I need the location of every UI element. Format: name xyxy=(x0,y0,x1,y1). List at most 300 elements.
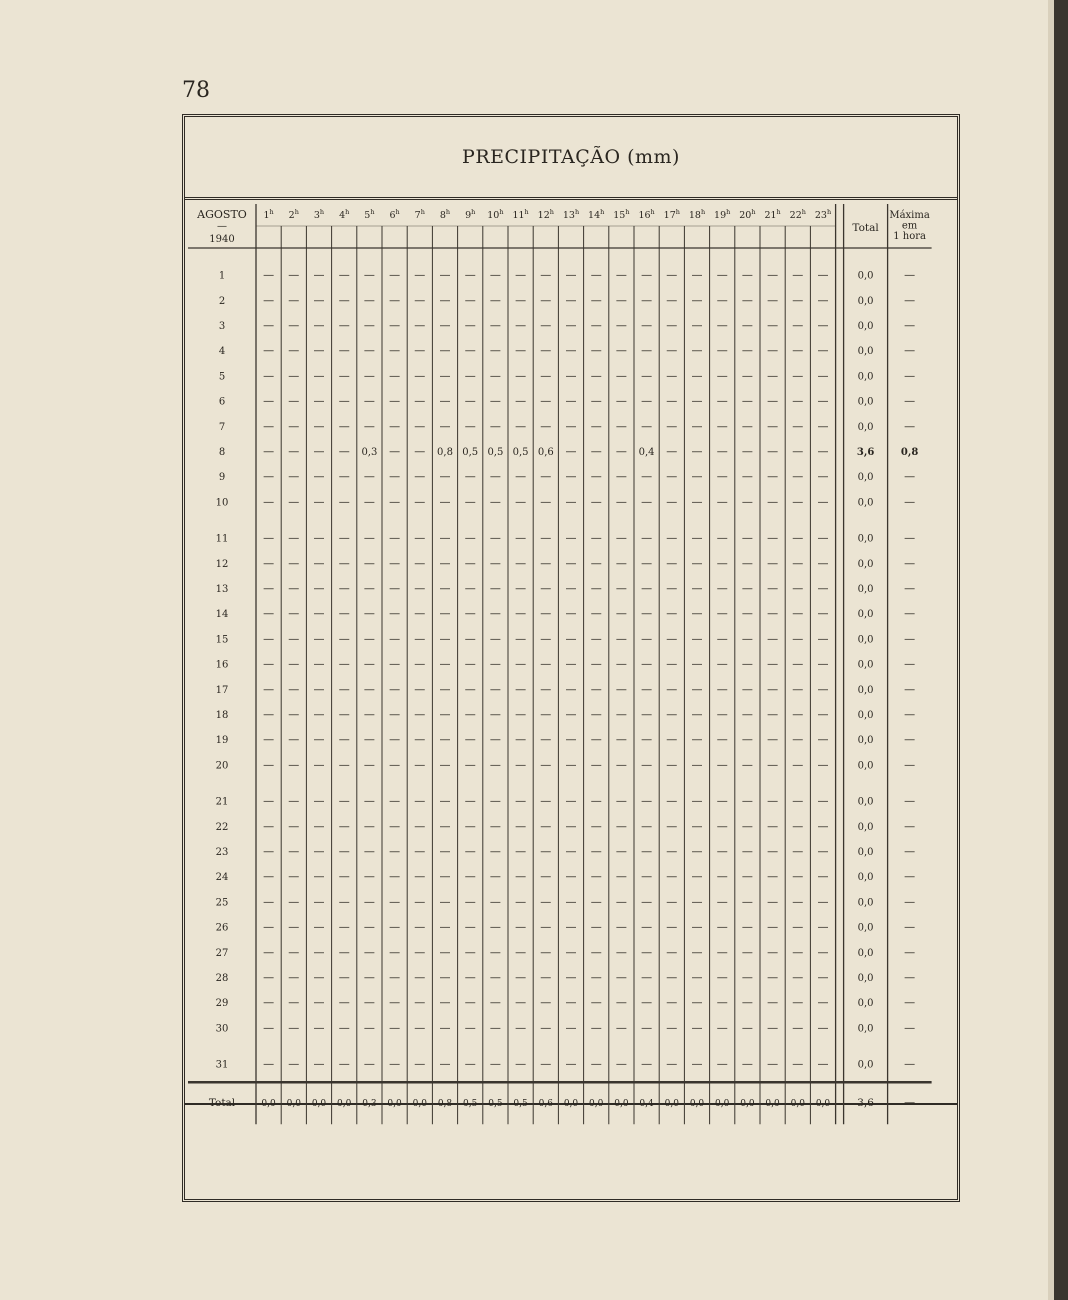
cell-day31-h20: — xyxy=(741,1057,753,1071)
cell-day30-h22: — xyxy=(792,1021,804,1035)
cell-day18-h21: — xyxy=(767,708,779,721)
hour-header-7: 7$^h$ xyxy=(414,208,425,221)
title-divider xyxy=(185,197,957,200)
day-total-24: 0,0 xyxy=(857,872,874,884)
cell-day23-h12: — xyxy=(540,845,552,858)
cell-day3-h1: — xyxy=(263,319,275,332)
cell-day2-h23: — xyxy=(817,293,829,307)
cell-day23-h18: — xyxy=(691,845,703,858)
cell-day1-h7: — xyxy=(414,268,426,282)
cell-day9-h8: — xyxy=(439,470,451,484)
cell-day29-h16: — xyxy=(641,996,653,1010)
cell-day30-h6: — xyxy=(389,1021,401,1035)
cell-day21-h22: — xyxy=(792,794,804,808)
cell-day16-h17: — xyxy=(666,657,678,671)
cell-day23-h16: — xyxy=(641,845,653,858)
cell-day19-h18: — xyxy=(691,733,703,747)
day-label-22: 22 xyxy=(215,821,229,833)
cell-day31-h7: — xyxy=(414,1057,426,1071)
cell-day22-h3: — xyxy=(313,819,325,833)
cell-day12-h1: — xyxy=(263,556,275,570)
cell-day6-h20: — xyxy=(741,394,753,408)
cell-day31-h22: — xyxy=(792,1057,804,1071)
cell-day8-h1: — xyxy=(263,445,275,458)
cell-day20-h14: — xyxy=(590,758,602,772)
cell-day17-h9: — xyxy=(464,682,476,696)
cell-day24-h23: — xyxy=(817,870,829,884)
cell-day24-h9: — xyxy=(464,870,476,884)
cell-day4-h16: — xyxy=(641,344,653,358)
cell-day26-h11: — xyxy=(515,920,527,934)
cell-day19-h21: — xyxy=(767,733,779,747)
cell-day3-h15: — xyxy=(615,319,627,332)
hour-header-5: 5$^h$ xyxy=(364,208,375,221)
cell-day29-h19: — xyxy=(716,996,728,1010)
cell-day2-h8: — xyxy=(439,293,451,307)
cell-day20-h2: — xyxy=(288,758,300,772)
day-max-5: — xyxy=(904,369,916,383)
cell-day13-h5: — xyxy=(363,582,375,595)
cell-day7-h2: — xyxy=(288,419,300,433)
cell-day12-h11: — xyxy=(515,556,527,570)
cell-day15-h9: — xyxy=(464,632,476,646)
total-row-h10: 0,5 xyxy=(488,1099,503,1110)
total-row-h7: 0,0 xyxy=(412,1099,427,1110)
cell-day22-h14: — xyxy=(590,819,602,833)
cell-day6-h19: — xyxy=(716,394,728,408)
cell-day18-h12: — xyxy=(540,708,552,721)
cell-day21-h3: — xyxy=(313,794,325,808)
cell-day26-h17: — xyxy=(666,920,678,934)
cell-day17-h6: — xyxy=(389,682,401,696)
cell-day11-h1: — xyxy=(263,531,275,545)
cell-day19-h23: — xyxy=(817,733,829,747)
day-total-4: 0,0 xyxy=(857,346,874,358)
cell-day2-h12: — xyxy=(540,293,552,307)
hour-header-18: 18$^h$ xyxy=(688,208,706,221)
cell-day31-h10: — xyxy=(489,1057,501,1071)
cell-day29-h18: — xyxy=(691,996,703,1010)
cell-day8-h2: — xyxy=(288,445,300,458)
cell-day11-h18: — xyxy=(691,531,703,545)
hour-header-19: 19$^h$ xyxy=(714,208,731,221)
cell-day17-h23: — xyxy=(817,682,829,696)
cell-day21-h17: — xyxy=(666,794,678,808)
cell-day15-h23: — xyxy=(817,632,829,646)
cell-day26-h2: — xyxy=(288,920,300,934)
cell-day11-h5: — xyxy=(363,531,375,545)
cell-day9-h11: — xyxy=(515,470,527,484)
total-row-h8: 0,8 xyxy=(437,1099,453,1110)
day-total-16: 0,0 xyxy=(857,659,874,671)
cell-day16-h12: — xyxy=(540,657,552,671)
cell-day7-h13: — xyxy=(565,419,577,433)
cell-day5-h6: — xyxy=(389,369,401,383)
day-total-28: 0,0 xyxy=(857,973,874,984)
cell-day17-h13: — xyxy=(565,682,577,696)
cell-day20-h10: — xyxy=(489,758,501,772)
cell-day15-h21: — xyxy=(767,632,779,646)
day-label-4: 4 xyxy=(218,346,226,358)
cell-day25-h11: — xyxy=(515,895,527,909)
day-max-12: — xyxy=(904,556,916,570)
precipitation-table xyxy=(188,204,958,1108)
cell-day10-h15: — xyxy=(615,495,627,509)
cell-day22-h9: — xyxy=(464,819,476,833)
cell-day8-h23: — xyxy=(817,445,829,458)
cell-day6-h8: — xyxy=(439,394,451,408)
cell-day25-h7: — xyxy=(414,895,426,909)
cell-day19-h3: — xyxy=(313,733,325,747)
day-label-23: 23 xyxy=(215,847,229,858)
cell-day15-h4: — xyxy=(338,632,350,646)
hour-header-10: 10$^h$ xyxy=(487,208,504,221)
cell-day16-h10: — xyxy=(489,657,501,671)
cell-day10-h14: — xyxy=(590,495,602,509)
cell-day29-h22: — xyxy=(792,996,804,1010)
page-number: 78 xyxy=(182,78,210,103)
cell-day26-h13: — xyxy=(565,920,577,934)
cell-day11-h10: — xyxy=(489,531,501,545)
day-max-1: — xyxy=(904,268,916,282)
cell-day16-h6: — xyxy=(389,657,401,671)
cell-day19-h7: — xyxy=(414,733,426,747)
cell-day11-h9: — xyxy=(464,531,476,545)
cell-day17-h17: — xyxy=(666,682,678,696)
cell-day20-h13: — xyxy=(565,758,577,772)
cell-day22-h22: — xyxy=(792,819,804,833)
cell-day6-h16: — xyxy=(641,394,653,408)
cell-day18-h13: — xyxy=(565,708,577,721)
cell-day24-h13: — xyxy=(565,870,577,884)
cell-day26-h8: — xyxy=(439,920,451,934)
cell-day29-h7: — xyxy=(414,996,426,1010)
day-max-8: 0,8 xyxy=(900,447,919,458)
cell-day17-h11: — xyxy=(515,682,527,696)
day-label-20: 20 xyxy=(215,760,229,772)
cell-day13-h8: — xyxy=(439,582,451,595)
cell-day6-h9: — xyxy=(464,394,476,408)
cell-day31-h1: — xyxy=(263,1057,275,1071)
cell-day21-h12: — xyxy=(540,794,552,808)
cell-day31-h9: — xyxy=(464,1057,476,1071)
cell-day22-h20: — xyxy=(741,819,753,833)
day-label-10: 10 xyxy=(215,497,229,509)
cell-day30-h13: — xyxy=(565,1021,577,1035)
cell-day7-h14: — xyxy=(590,419,602,433)
day-label-24: 24 xyxy=(215,872,229,884)
day-label-3: 3 xyxy=(218,321,226,332)
cell-day7-h8: — xyxy=(439,419,451,433)
cell-day26-h23: — xyxy=(817,920,829,934)
cell-day27-h2: — xyxy=(288,945,300,959)
cell-day1-h3: — xyxy=(313,268,325,282)
cell-day2-h4: — xyxy=(338,293,350,307)
cell-day13-h9: — xyxy=(464,582,476,595)
cell-day20-h15: — xyxy=(615,758,627,772)
total-row-h16: 0,4 xyxy=(639,1099,654,1110)
total-row-h18: 0,0 xyxy=(689,1099,705,1110)
cell-day3-h12: — xyxy=(540,319,552,332)
cell-day28-h13: — xyxy=(565,971,577,984)
cell-day5-h4: — xyxy=(338,369,350,383)
cell-day11-h19: — xyxy=(716,531,728,545)
day-label-15: 15 xyxy=(215,634,229,646)
cell-day22-h18: — xyxy=(691,819,703,833)
cell-day21-h16: — xyxy=(641,794,653,808)
cell-day3-h19: — xyxy=(716,319,728,332)
cell-day8-h21: — xyxy=(767,445,779,458)
cell-day19-h6: — xyxy=(389,733,401,747)
cell-day6-h11: — xyxy=(515,394,527,408)
cell-day21-h15: — xyxy=(615,794,627,808)
cell-day1-h22: — xyxy=(792,268,804,282)
day-max-23: — xyxy=(904,845,916,858)
cell-day22-h8: — xyxy=(439,819,451,833)
cell-day20-h7: — xyxy=(414,758,426,772)
cell-day19-h4: — xyxy=(338,733,350,747)
cell-day2-h10: — xyxy=(489,293,501,307)
cell-day24-h6: — xyxy=(389,870,401,884)
day-label-12: 12 xyxy=(215,558,229,570)
hour-header-11: 11$^h$ xyxy=(512,208,529,221)
cell-day29-h3: — xyxy=(313,996,325,1010)
day-label-14: 14 xyxy=(215,609,229,621)
cell-day20-h3: — xyxy=(313,758,325,772)
day-label-7: 7 xyxy=(218,421,226,433)
cell-day3-h10: — xyxy=(489,319,501,332)
cell-day16-h18: — xyxy=(691,657,703,671)
cell-day26-h4: — xyxy=(338,920,350,934)
cell-day11-h21: — xyxy=(767,531,779,545)
cell-day13-h22: — xyxy=(792,582,804,595)
cell-day9-h5: — xyxy=(363,470,375,484)
cell-day9-h19: — xyxy=(716,470,728,484)
cell-day9-h10: — xyxy=(489,470,501,484)
day-label-29: 29 xyxy=(215,998,229,1010)
cell-day12-h20: — xyxy=(741,556,753,570)
cell-day25-h20: — xyxy=(741,895,753,909)
cell-day18-h8: — xyxy=(439,708,451,721)
cell-day25-h2: — xyxy=(288,895,300,909)
cell-day13-h23: — xyxy=(817,582,829,595)
cell-day4-h9: — xyxy=(464,344,476,358)
cell-day12-h6: — xyxy=(389,556,401,570)
cell-day6-h5: — xyxy=(363,394,375,408)
cell-day1-h18: — xyxy=(691,268,703,282)
cell-day11-h22: — xyxy=(792,531,804,545)
cell-day27-h18: — xyxy=(691,945,703,959)
cell-day9-h6: — xyxy=(389,470,401,484)
cell-day21-h9: — xyxy=(464,794,476,808)
cell-day28-h15: — xyxy=(615,971,627,984)
cell-day1-h2: — xyxy=(288,268,300,282)
cell-day26-h22: — xyxy=(792,920,804,934)
cell-day1-h6: — xyxy=(389,268,401,282)
day-max-2: — xyxy=(904,293,916,307)
cell-day11-h3: — xyxy=(313,531,325,545)
cell-day3-h16: — xyxy=(641,319,653,332)
cell-day31-h4: — xyxy=(338,1057,350,1071)
cell-day14-h23: — xyxy=(817,607,829,621)
hour-header-13: 13$^h$ xyxy=(562,208,580,221)
cell-day10-h16: — xyxy=(641,495,653,509)
cell-day14-h16: — xyxy=(641,607,653,621)
cell-day28-h17: — xyxy=(666,971,678,984)
cell-day13-h14: — xyxy=(590,582,602,595)
cell-day17-h12: — xyxy=(540,682,552,696)
cell-day12-h16: — xyxy=(641,556,653,570)
cell-day7-h19: — xyxy=(716,419,728,433)
cell-day13-h10: — xyxy=(489,582,501,595)
cell-day15-h16: — xyxy=(641,632,653,646)
cell-day13-h2: — xyxy=(288,582,300,595)
cell-day30-h18: — xyxy=(691,1021,703,1035)
day-max-15: — xyxy=(904,632,916,646)
cell-day18-h6: — xyxy=(389,708,401,721)
cell-day2-h17: — xyxy=(666,293,678,307)
cell-day6-h22: — xyxy=(792,394,804,408)
cell-day25-h18: — xyxy=(691,895,703,909)
cell-day4-h21: — xyxy=(767,344,779,358)
cell-day9-h9: — xyxy=(464,470,476,484)
cell-day29-h2: — xyxy=(288,996,300,1010)
cell-day24-h16: — xyxy=(641,870,653,884)
cell-day14-h7: — xyxy=(414,607,426,621)
cell-day28-h4: — xyxy=(338,971,350,984)
cell-day12-h21: — xyxy=(767,556,779,570)
cell-day13-h6: — xyxy=(389,582,401,595)
cell-day12-h18: — xyxy=(691,556,703,570)
cell-day17-h19: — xyxy=(716,682,728,696)
cell-day29-h6: — xyxy=(389,996,401,1010)
cell-day4-h14: — xyxy=(590,344,602,358)
cell-day9-h15: — xyxy=(615,470,627,484)
cell-day5-h3: — xyxy=(313,369,325,383)
cell-day14-h1: — xyxy=(263,607,275,621)
cell-day24-h2: — xyxy=(288,870,300,884)
cell-day7-h21: — xyxy=(767,419,779,433)
cell-day16-h15: — xyxy=(615,657,627,671)
cell-day10-h6: — xyxy=(389,495,401,509)
cell-day27-h11: — xyxy=(515,945,527,959)
cell-day16-h7: — xyxy=(414,657,426,671)
cell-day25-h3: — xyxy=(313,895,325,909)
cell-day19-h14: — xyxy=(590,733,602,747)
cell-day23-h22: — xyxy=(792,845,804,858)
cell-day5-h8: — xyxy=(439,369,451,383)
day-total-8: 3,6 xyxy=(856,447,875,458)
day-total-12: 0,0 xyxy=(857,558,874,570)
cell-day17-h14: — xyxy=(590,682,602,696)
cell-day31-h18: — xyxy=(691,1057,703,1071)
cell-day5-h15: — xyxy=(615,369,627,383)
cell-day8-h13: — xyxy=(565,445,577,458)
cell-day29-h10: — xyxy=(489,996,501,1010)
cell-day4-h4: — xyxy=(338,344,350,358)
cell-day1-h14: — xyxy=(590,268,602,282)
day-max-29: — xyxy=(904,996,916,1010)
cell-day4-h18: — xyxy=(691,344,703,358)
day-total-9: 0,0 xyxy=(857,472,874,484)
day-total-23: 0,0 xyxy=(857,847,874,858)
day-total-26: 0,0 xyxy=(857,922,874,934)
cell-day29-h5: — xyxy=(363,996,375,1010)
cell-day20-h17: — xyxy=(666,758,678,772)
cell-day5-h7: — xyxy=(414,369,426,383)
day-total-19: 0,0 xyxy=(857,735,874,747)
cell-day29-h9: — xyxy=(464,996,476,1010)
cell-day15-h8: — xyxy=(439,632,451,646)
cell-day1-h1: — xyxy=(263,268,275,282)
day-max-19: — xyxy=(904,733,916,747)
cell-day4-h12: — xyxy=(540,344,552,358)
cell-day31-h6: — xyxy=(389,1057,401,1071)
cell-day21-h7: — xyxy=(414,794,426,808)
cell-day14-h13: — xyxy=(565,607,577,621)
cell-day4-h6: — xyxy=(389,344,401,358)
day-max-20: — xyxy=(904,758,916,772)
day-label-21: 21 xyxy=(215,796,229,808)
cell-day27-h9: — xyxy=(464,945,476,959)
cell-day22-h11: — xyxy=(515,819,527,833)
cell-day30-h14: — xyxy=(590,1021,602,1035)
day-total-2: 0,0 xyxy=(857,295,874,307)
cell-day4-h19: — xyxy=(716,344,728,358)
cell-day21-h18: — xyxy=(691,794,703,808)
day-max-30: — xyxy=(904,1021,916,1035)
cell-day30-h9: — xyxy=(464,1021,476,1035)
cell-day21-h6: — xyxy=(389,794,401,808)
cell-day23-h11: — xyxy=(515,845,527,858)
cell-day6-h12: — xyxy=(540,394,552,408)
cell-day22-h1: — xyxy=(263,819,275,833)
cell-day17-h21: — xyxy=(767,682,779,696)
cell-day27-h15: — xyxy=(615,945,627,959)
cell-day30-h21: — xyxy=(767,1021,779,1035)
cell-day15-h19: — xyxy=(716,632,728,646)
cell-day25-h5: — xyxy=(363,895,375,909)
cell-day11-h13: — xyxy=(565,531,577,545)
cell-day5-h19: — xyxy=(716,369,728,383)
cell-day19-h8: — xyxy=(439,733,451,747)
cell-day13-h13: — xyxy=(565,582,577,595)
cell-day19-h19: — xyxy=(716,733,728,747)
total-row-total: 3,6 xyxy=(857,1097,874,1110)
cell-day2-h20: — xyxy=(741,293,753,307)
total-row-h13: 0,0 xyxy=(563,1099,579,1110)
cell-day24-h22: — xyxy=(792,870,804,884)
cell-day4-h22: — xyxy=(792,344,804,358)
cell-day2-h15: — xyxy=(615,293,627,307)
cell-day14-h2: — xyxy=(288,607,300,621)
cell-day27-h12: — xyxy=(540,945,552,959)
cell-day8-h19: — xyxy=(716,445,728,458)
cell-day15-h14: — xyxy=(590,632,602,646)
cell-day16-h13: — xyxy=(565,657,577,671)
cell-day7-h15: — xyxy=(615,419,627,433)
cell-day26-h12: — xyxy=(540,920,552,934)
cell-day9-h13: — xyxy=(565,470,577,484)
cell-day21-h5: — xyxy=(363,794,375,808)
cell-day24-h11: — xyxy=(515,870,527,884)
cell-day26-h20: — xyxy=(741,920,753,934)
cell-day10-h19: — xyxy=(716,495,728,509)
cell-day5-h2: — xyxy=(288,369,300,383)
day-max-11: — xyxy=(904,531,916,545)
cell-day31-h15: — xyxy=(615,1057,627,1071)
cell-day2-h5: — xyxy=(363,293,375,307)
